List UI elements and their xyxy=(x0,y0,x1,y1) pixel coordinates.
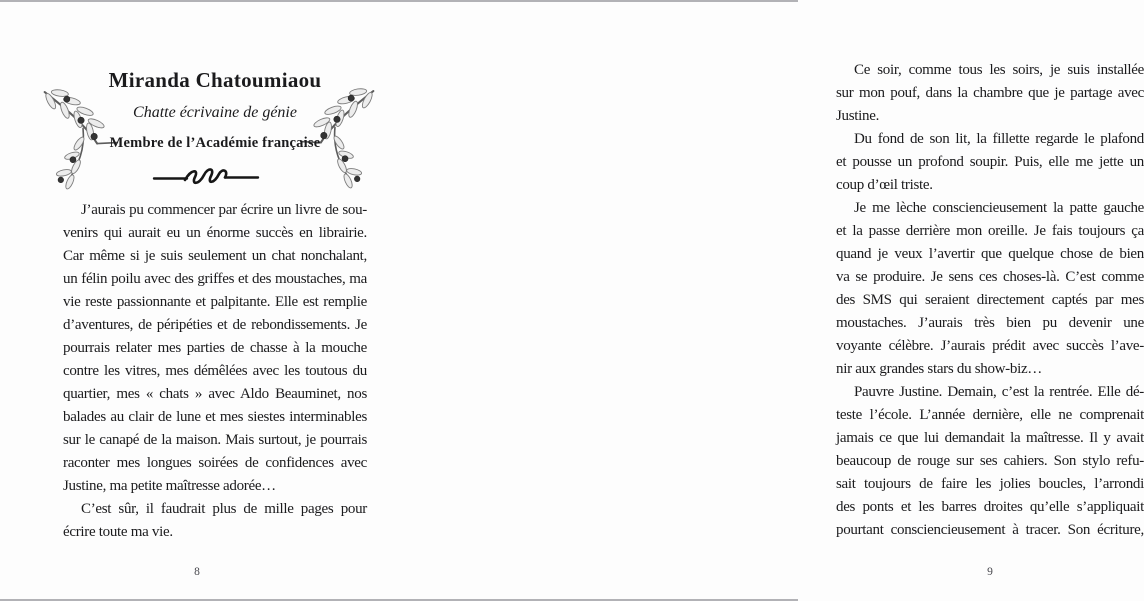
text-line: des SMS qui seraient directement captés par mes xyxy=(836,292,1144,308)
text-line: un félin poilu avec des griffes et des moustaches, ma xyxy=(63,271,367,287)
text-line: quand je veux l’avertir que quelque chose de bien xyxy=(836,246,1144,262)
text-line: et la passe derrière mon oreille. Je fais toujours ça xyxy=(836,223,1144,239)
page-number: 9 xyxy=(987,566,993,578)
left-page-body-text xyxy=(63,199,367,544)
text-line: coup d’œil triste. xyxy=(836,177,933,193)
text-line: et pousse un profond soupir. Puis, elle me jette un xyxy=(836,154,1144,170)
text-line: balades au clair de lune et mes siestes interminables xyxy=(63,409,367,425)
text-line: venirs qui aurait eu un énorme succès en librairie. xyxy=(63,225,367,241)
text-line: raconter mes longues soirées de confidences avec xyxy=(63,455,367,471)
text-line: voyante célèbre. J’aurais prédit avec succès l’ave- xyxy=(836,338,1144,354)
text-line: Je me lèche consciencieusement la patte gauche xyxy=(854,200,1144,216)
text-line: d’aventures, de péripéties et de rebondissements. Je xyxy=(63,317,367,333)
text-line: quartier, mes « chats » avec Aldo Beauminet, nos xyxy=(63,386,367,402)
text-line: pourrais relater mes parties de chasse à la mouche xyxy=(63,340,367,356)
text-line: des ponts et les barres droites qu’elle s’appliquait xyxy=(836,499,1144,515)
text-line: beaucoup de rouge sur ses cahiers. Son stylo refu- xyxy=(836,453,1144,469)
text-line: écrire toute ma vie. xyxy=(63,524,173,540)
text-line: Pauvre Justine. Demain, c’est la rentrée. Elle dé- xyxy=(854,384,1144,400)
author-membership-line: Membre de l’Académie française xyxy=(109,135,321,151)
text-line: Justine. xyxy=(836,108,880,124)
text-line: sait toujours de faire les jolies boucles, l’arrondi xyxy=(836,476,1144,492)
rope-twist-divider-icon xyxy=(150,167,262,187)
text-line: Ce soir, comme tous les soirs, je suis installée xyxy=(854,62,1144,78)
author-role-subtitle: Chatte écrivaine de génie xyxy=(133,104,297,121)
text-line: vie reste passionnante et palpitante. Elle est remplie xyxy=(63,294,367,310)
text-line: jamais ce que lui demandait la maîtresse. Il y avait xyxy=(836,430,1144,446)
text-line: va se produire. Je sens ces choses-là. C’est comme xyxy=(836,269,1144,285)
text-line: Du fond de son lit, la fillette regarde le plafond xyxy=(854,131,1144,147)
right-page-body-text xyxy=(836,59,1144,542)
text-line: nir aux grandes stars du show-biz… xyxy=(836,361,1043,377)
text-line: teste l’école. L’année dernière, elle ne comprenait xyxy=(836,407,1144,423)
text-line: C’est sûr, il faudrait plus de mille pages pour xyxy=(81,501,367,517)
text-line: Car même si je suis seulement un chat nonchalant, xyxy=(63,248,367,264)
left-page xyxy=(0,0,399,601)
page-number: 8 xyxy=(194,566,200,578)
text-line: Justine, ma petite maîtresse adorée… xyxy=(63,478,276,494)
chapter-author-name: Miranda Chatoumiaou xyxy=(108,68,322,92)
text-line: moustaches. J’aurais très bien pu devenir une xyxy=(836,315,1144,331)
text-line: sur mon pouf, dans la chambre que je partage avec xyxy=(836,85,1144,101)
right-page xyxy=(399,0,1144,601)
text-line: sur le canapé de la maison. Mais surtout, je pourrais xyxy=(63,432,367,448)
text-line: contre les vitres, mes démêlées avec les toutous du xyxy=(63,363,367,379)
text-line: J’aurais pu commencer par écrire un livre de sou- xyxy=(81,202,367,218)
text-line: pourtant consciencieusement à tracer. Son écriture, xyxy=(836,522,1144,538)
